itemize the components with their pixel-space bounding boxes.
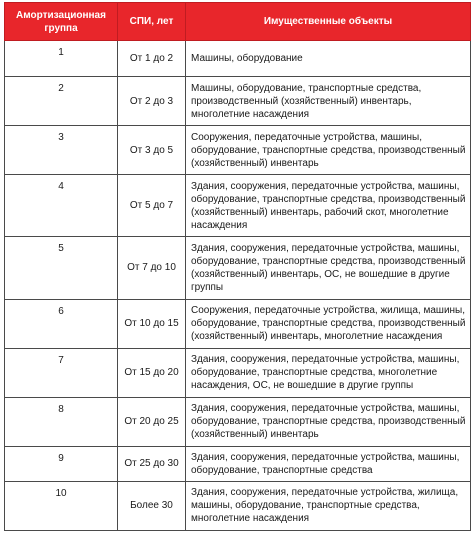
- header-objects: Имущественные объекты: [186, 3, 471, 41]
- table-row: [5, 397, 471, 446]
- table-row: [5, 41, 471, 77]
- cell-group: 7: [5, 348, 118, 397]
- cell-group: 10: [5, 481, 118, 530]
- cell-objects: Здания, сооружения, передаточные устройства, машины, оборудование, транспортные средства, производственный (хозяйственный) инвентарь, ОС, не вошедшие в другие группы: [186, 237, 471, 299]
- cell-objects: Сооружения, передаточные устройства, жилища, машины, оборудование, транспортные средства, производственный (хозяйственный) инвентарь, многолетние насаждения: [186, 299, 471, 348]
- cell-objects: Машины, оборудование, транспортные средства, производственный (хозяйственный) инвентарь, многолетние насаждения: [186, 77, 471, 126]
- cell-spi: От 7 до 10: [118, 237, 186, 299]
- cell-group: 6: [5, 299, 118, 348]
- cell-spi: От 3 до 5: [118, 126, 186, 175]
- table-row: [5, 348, 471, 397]
- table-header-row: [5, 3, 471, 41]
- cell-group: 3: [5, 126, 118, 175]
- table-row: [5, 126, 471, 175]
- cell-objects: Машины, оборудование: [186, 41, 471, 77]
- table-row: [5, 77, 471, 126]
- depreciation-table: [4, 2, 471, 531]
- cell-spi: Более 30: [118, 481, 186, 530]
- cell-spi: От 10 до 15: [118, 299, 186, 348]
- cell-objects: Здания, сооружения, передаточные устройства, машины, оборудование, транспортные средства, производственный (хозяйственный) инвентарь: [186, 397, 471, 446]
- cell-group: 2: [5, 77, 118, 126]
- header-spi: СПИ, лет: [118, 3, 186, 41]
- header-group: Амортизационная группа: [5, 3, 118, 41]
- cell-objects: Здания, сооружения, передаточные устройства, машины, оборудование, транспортные средства, многолетние насаждения, ОС, не вошедшие в другие группы: [186, 348, 471, 397]
- cell-objects: Здания, сооружения, передаточные устройства, машины, оборудование, транспортные средства: [186, 446, 471, 481]
- cell-group: 9: [5, 446, 118, 481]
- cell-group: 8: [5, 397, 118, 446]
- cell-objects: Здания, сооружения, передаточные устройства, жилища, машины, оборудование, транспортные средства, многолетние насаждения: [186, 481, 471, 530]
- cell-group: 4: [5, 175, 118, 237]
- cell-group: 5: [5, 237, 118, 299]
- cell-objects: Здания, сооружения, передаточные устройства, машины, оборудование, транспортные средства, производственный (хозяйственный) инвентарь, рабочий скот, многолетние насаждения: [186, 175, 471, 237]
- cell-spi: От 1 до 2: [118, 41, 186, 77]
- cell-spi: От 20 до 25: [118, 397, 186, 446]
- cell-spi: От 5 до 7: [118, 175, 186, 237]
- cell-objects: Сооружения, передаточные устройства, машины, оборудование, транспортные средства, производственный (хозяйственный) инвентарь: [186, 126, 471, 175]
- cell-spi: От 2 до 3: [118, 77, 186, 126]
- cell-group: 1: [5, 41, 118, 77]
- table-row: [5, 175, 471, 237]
- table-row: [5, 481, 471, 530]
- cell-spi: От 25 до 30: [118, 446, 186, 481]
- cell-spi: От 15 до 20: [118, 348, 186, 397]
- table-row: [5, 446, 471, 481]
- table-row: [5, 237, 471, 299]
- table-row: [5, 299, 471, 348]
